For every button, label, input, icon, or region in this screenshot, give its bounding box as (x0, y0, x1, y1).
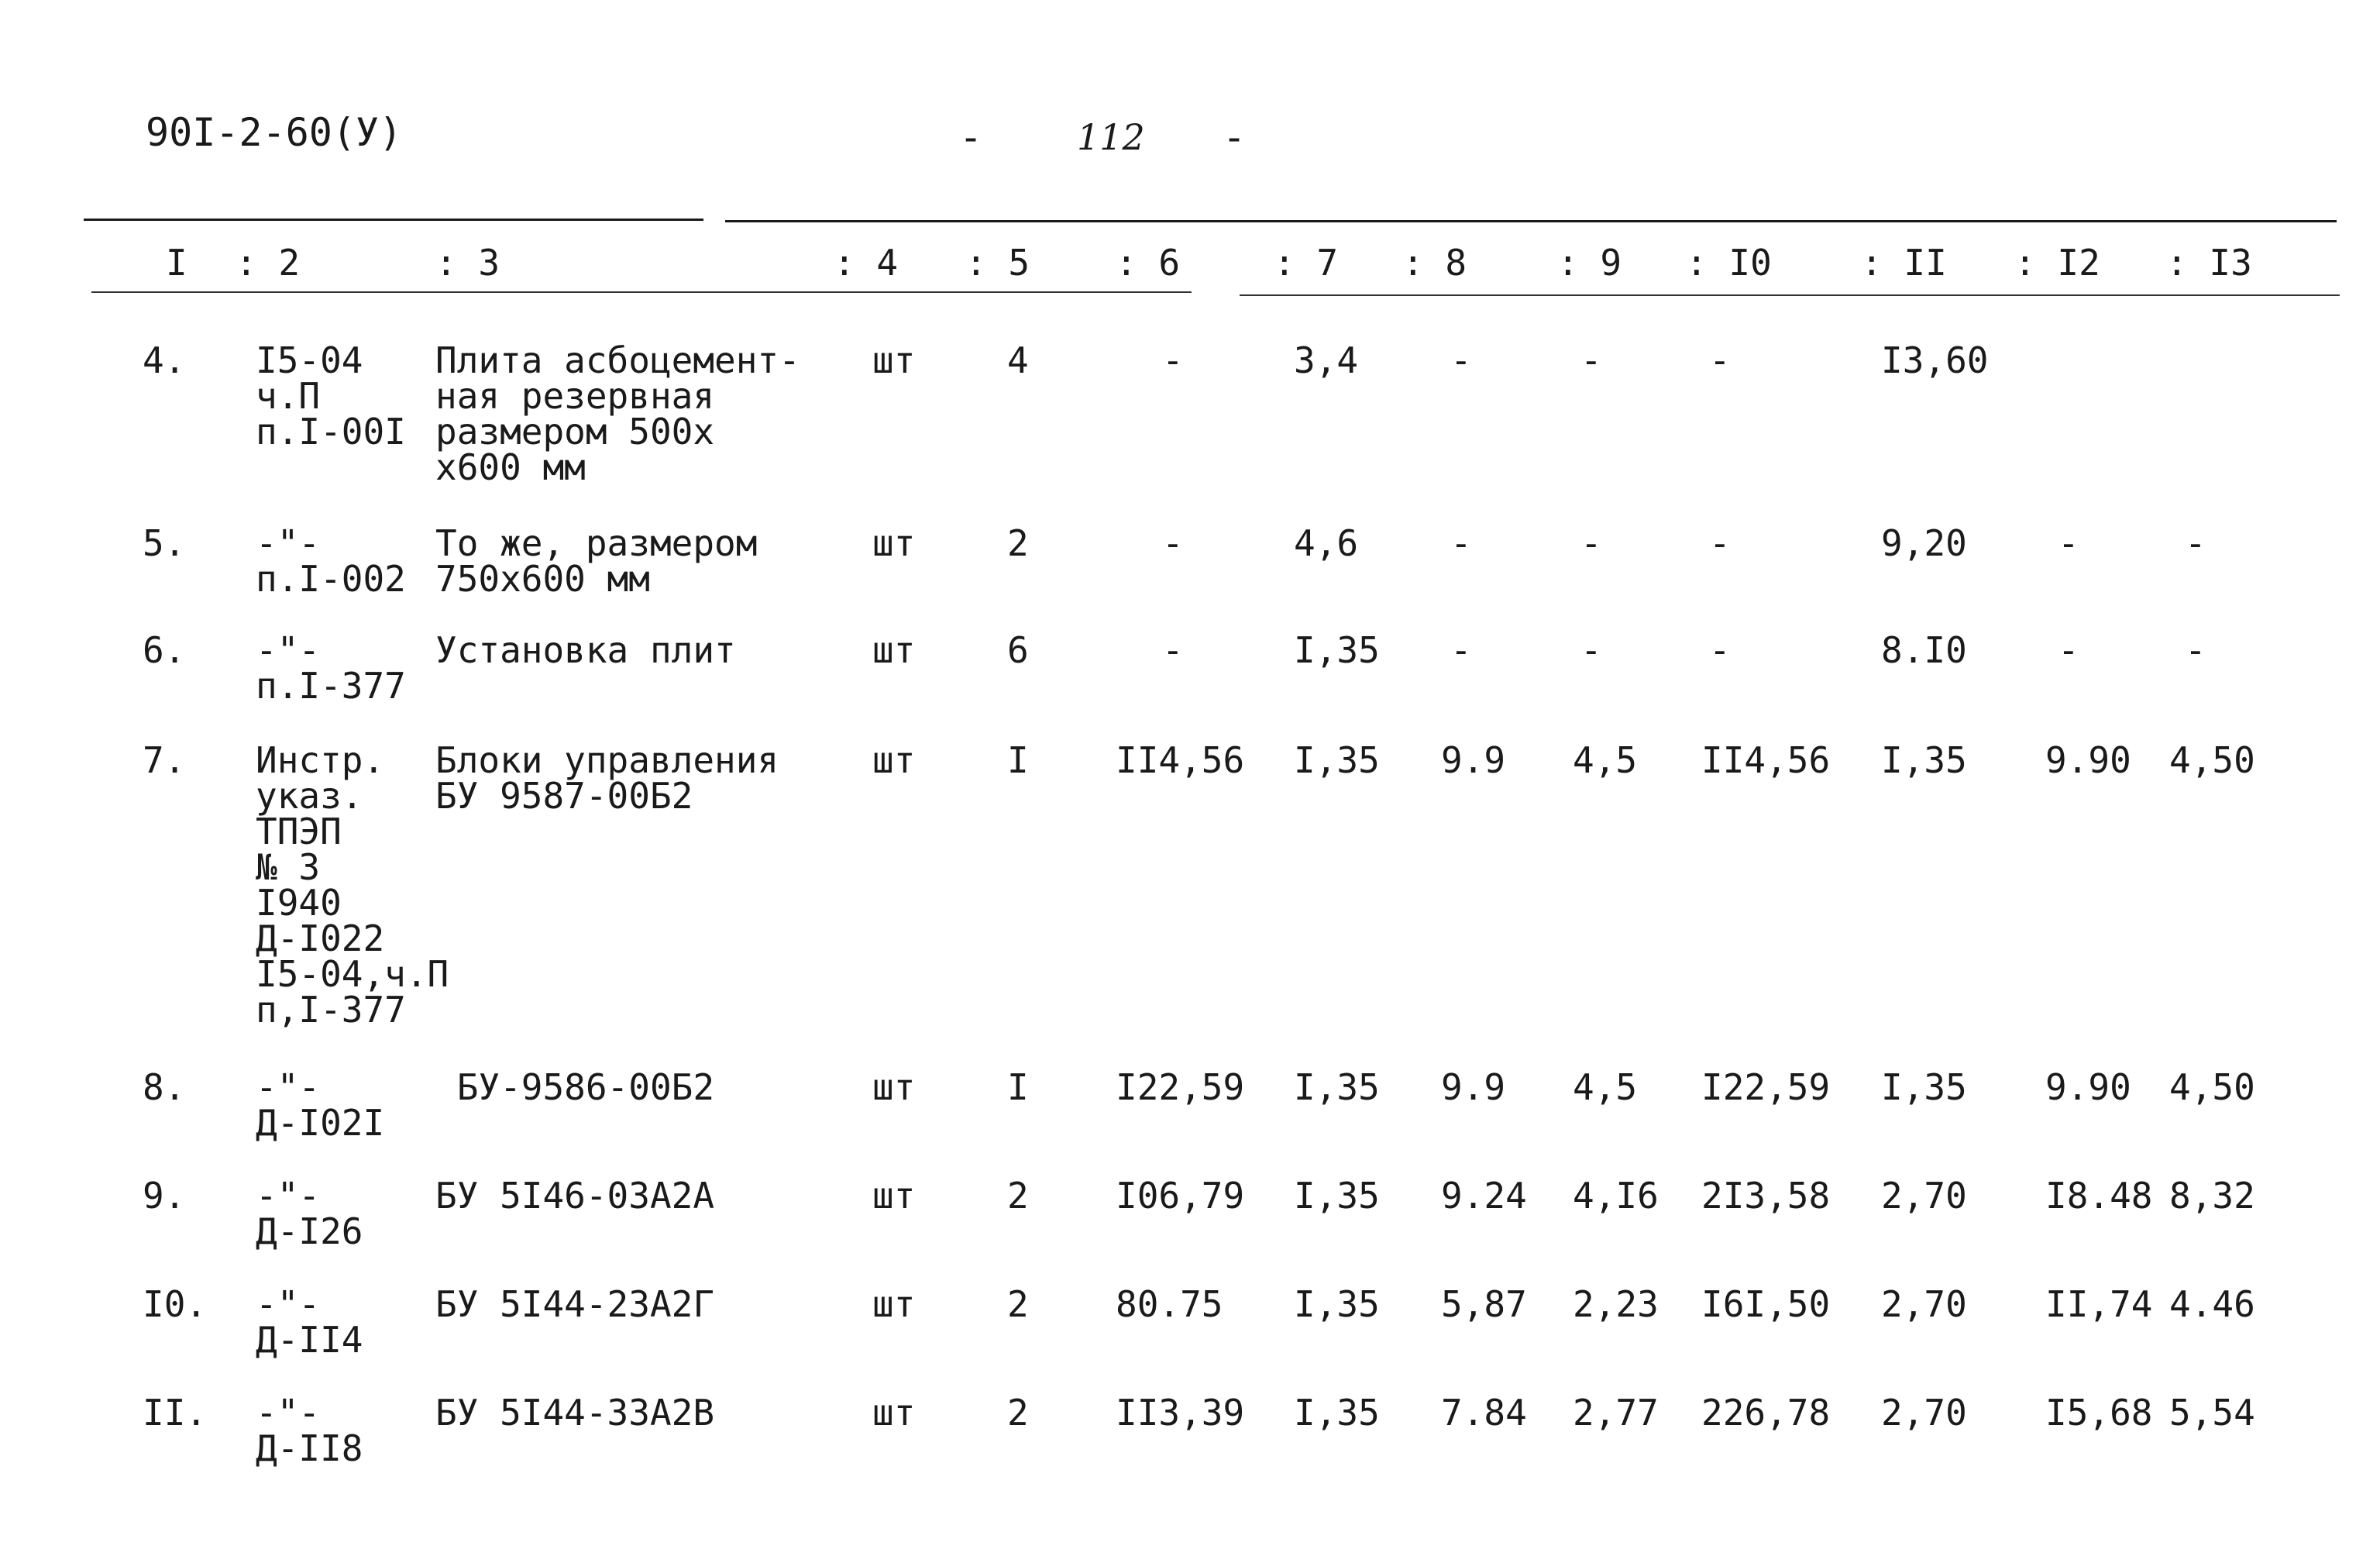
row-number: 8. (143, 1066, 186, 1108)
row-reference: Инстр. указ. ТПЭП № 3 I940 Д-I022 I5-04,ч.П п,I-377 (256, 739, 449, 1031)
row-col-8: - (1450, 522, 1472, 564)
row-col-13: 8,32 (2169, 1175, 2255, 1217)
row-col-10: II4,56 (1701, 739, 1831, 781)
row-col-8: 9.24 (1441, 1175, 1527, 1217)
column-header-12: : I2 (2014, 242, 2100, 284)
row-col-12: I5,68 (2045, 1392, 2153, 1434)
row-quantity: 2 (1007, 522, 1029, 564)
row-col-11: I,35 (1881, 739, 1967, 781)
row-col-7: 4,6 (1294, 522, 1359, 564)
table-top-rule-right (725, 220, 2337, 222)
row-col-10: I6I,50 (1701, 1283, 1831, 1325)
row-col-6: II3,39 (1116, 1392, 1245, 1434)
row-col-6: - (1162, 339, 1184, 381)
row-col-12: II,74 (2045, 1283, 2153, 1325)
column-header-11: : II (1861, 242, 1947, 284)
row-col-8: - (1450, 629, 1472, 671)
row-col-12: 9.90 (2045, 1066, 2131, 1108)
row-quantity: 4 (1007, 339, 1029, 381)
row-reference: -"- п.I-002 (256, 522, 406, 600)
row-col-6: II4,56 (1116, 739, 1245, 781)
row-col-11: 2,70 (1881, 1175, 1967, 1217)
row-col-11: I3,60 (1881, 339, 1989, 381)
row-col-11: 9,20 (1881, 522, 1967, 564)
row-col-8: 9.9 (1441, 739, 1506, 781)
row-quantity: 2 (1007, 1175, 1029, 1217)
row-col-7: I,35 (1294, 1392, 1380, 1434)
column-header-8: : 8 (1402, 242, 1467, 284)
row-unit: шт (872, 629, 916, 671)
row-col-6: I06,79 (1116, 1175, 1245, 1217)
row-quantity: 6 (1007, 629, 1029, 671)
row-col-10: 226,78 (1701, 1392, 1831, 1434)
row-col-7: 3,4 (1294, 339, 1359, 381)
row-col-12: I8.48 (2045, 1175, 2153, 1217)
column-header-9: : 9 (1557, 242, 1622, 284)
row-col-10: 2I3,58 (1701, 1175, 1831, 1217)
row-col-11: I,35 (1881, 1066, 1967, 1108)
row-reference: -"- Д-I26 (256, 1175, 363, 1252)
row-col-9: - (1580, 629, 1602, 671)
row-number: 4. (143, 339, 186, 381)
row-col-10: - (1709, 339, 1731, 381)
row-col-10: - (1709, 522, 1731, 564)
row-col-6: I22,59 (1116, 1066, 1245, 1108)
row-col-11: 2,70 (1881, 1392, 1967, 1434)
row-col-13: - (2185, 629, 2206, 671)
document-code: 90I-2-60(У) (146, 110, 403, 155)
row-col-9: 2,77 (1573, 1392, 1659, 1434)
row-col-11: 8.I0 (1881, 629, 1967, 671)
row-col-12: 9.90 (2045, 739, 2131, 781)
row-col-9: 2,23 (1573, 1283, 1659, 1325)
row-reference: -"- Д-II4 (256, 1283, 363, 1361)
row-reference: -"- п.I-377 (256, 629, 406, 707)
row-number: II. (143, 1392, 208, 1434)
row-reference: -"- Д-II8 (256, 1392, 363, 1469)
row-unit: шт (872, 1283, 916, 1325)
row-number: I0. (143, 1283, 208, 1325)
row-col-7: I,35 (1294, 1175, 1380, 1217)
row-col-13: - (2185, 522, 2206, 564)
row-number: 9. (143, 1175, 186, 1217)
column-header-2: : 2 (236, 242, 301, 284)
row-name: БУ 5I46-03А2А (435, 1175, 715, 1217)
row-col-13: 4,50 (2169, 1066, 2255, 1108)
column-header-5: : 5 (965, 242, 1030, 284)
row-number: 6. (143, 629, 186, 671)
header-bottom-rule-right (1240, 294, 2340, 296)
row-col-7: I,35 (1294, 739, 1380, 781)
column-header-13: : I3 (2166, 242, 2252, 284)
row-number: 5. (143, 522, 186, 564)
row-name: БУ 5I44-33А2В (435, 1392, 715, 1434)
row-col-8: - (1450, 339, 1472, 381)
row-col-8: 7.84 (1441, 1392, 1527, 1434)
column-header-7: : 7 (1274, 242, 1339, 284)
row-col-6: 80.75 (1116, 1283, 1223, 1325)
row-name: Блоки управления БУ 9587-00Б2 (435, 739, 779, 817)
header-bottom-rule-left (91, 291, 1192, 293)
column-header-6: : 6 (1116, 242, 1181, 284)
column-header-4: : 4 (834, 242, 899, 284)
sheet-dash-right: - (1223, 115, 1247, 160)
row-col-8: 5,87 (1441, 1283, 1527, 1325)
row-name: Установка плит (435, 629, 736, 671)
row-col-12: - (2058, 522, 2079, 564)
column-header-1: I (166, 242, 187, 284)
row-col-8: 9.9 (1441, 1066, 1506, 1108)
row-col-6: - (1162, 522, 1184, 564)
sheet-dash-left: - (959, 115, 983, 160)
row-col-10: - (1709, 629, 1731, 671)
row-col-13: 5,54 (2169, 1392, 2255, 1434)
row-number: 7. (143, 739, 186, 781)
row-col-9: - (1580, 339, 1602, 381)
row-unit: шт (872, 1066, 916, 1108)
column-header-3: : 3 (435, 242, 500, 284)
row-col-11: 2,70 (1881, 1283, 1967, 1325)
row-quantity: 2 (1007, 1392, 1029, 1434)
row-unit: шт (872, 339, 916, 381)
row-unit: шт (872, 1392, 916, 1434)
table-top-rule-left (84, 219, 703, 221)
row-reference: -"- Д-I02I (256, 1066, 385, 1144)
row-col-10: I22,59 (1701, 1066, 1831, 1108)
row-col-7: I,35 (1294, 1283, 1380, 1325)
row-unit: шт (872, 522, 916, 564)
row-col-7: I,35 (1294, 629, 1380, 671)
row-quantity: 2 (1007, 1283, 1029, 1325)
row-col-13: 4.46 (2169, 1283, 2255, 1325)
row-reference: I5-04 ч.П п.I-00I (256, 339, 406, 453)
row-col-12: - (2058, 629, 2079, 671)
row-unit: шт (872, 1175, 916, 1217)
row-name: БУ-9586-00Б2 (435, 1066, 715, 1108)
sheet-number: 112 (1077, 116, 1145, 158)
column-header-10: : I0 (1686, 242, 1772, 284)
row-quantity: I (1007, 1066, 1029, 1108)
row-col-7: I,35 (1294, 1066, 1380, 1108)
row-name: Плита асбоцемент- ная резервная размером 500х х600 мм (435, 339, 800, 488)
row-col-6: - (1162, 629, 1184, 671)
row-name: БУ 5I44-23А2Г (435, 1283, 715, 1325)
row-col-9: 4,5 (1573, 1066, 1638, 1108)
row-col-13: 4,50 (2169, 739, 2255, 781)
row-name: То же, размером 750х600 мм (435, 522, 758, 600)
row-quantity: I (1007, 739, 1029, 781)
row-col-9: - (1580, 522, 1602, 564)
row-col-9: 4,I6 (1573, 1175, 1659, 1217)
row-unit: шт (872, 739, 916, 781)
row-col-9: 4,5 (1573, 739, 1638, 781)
